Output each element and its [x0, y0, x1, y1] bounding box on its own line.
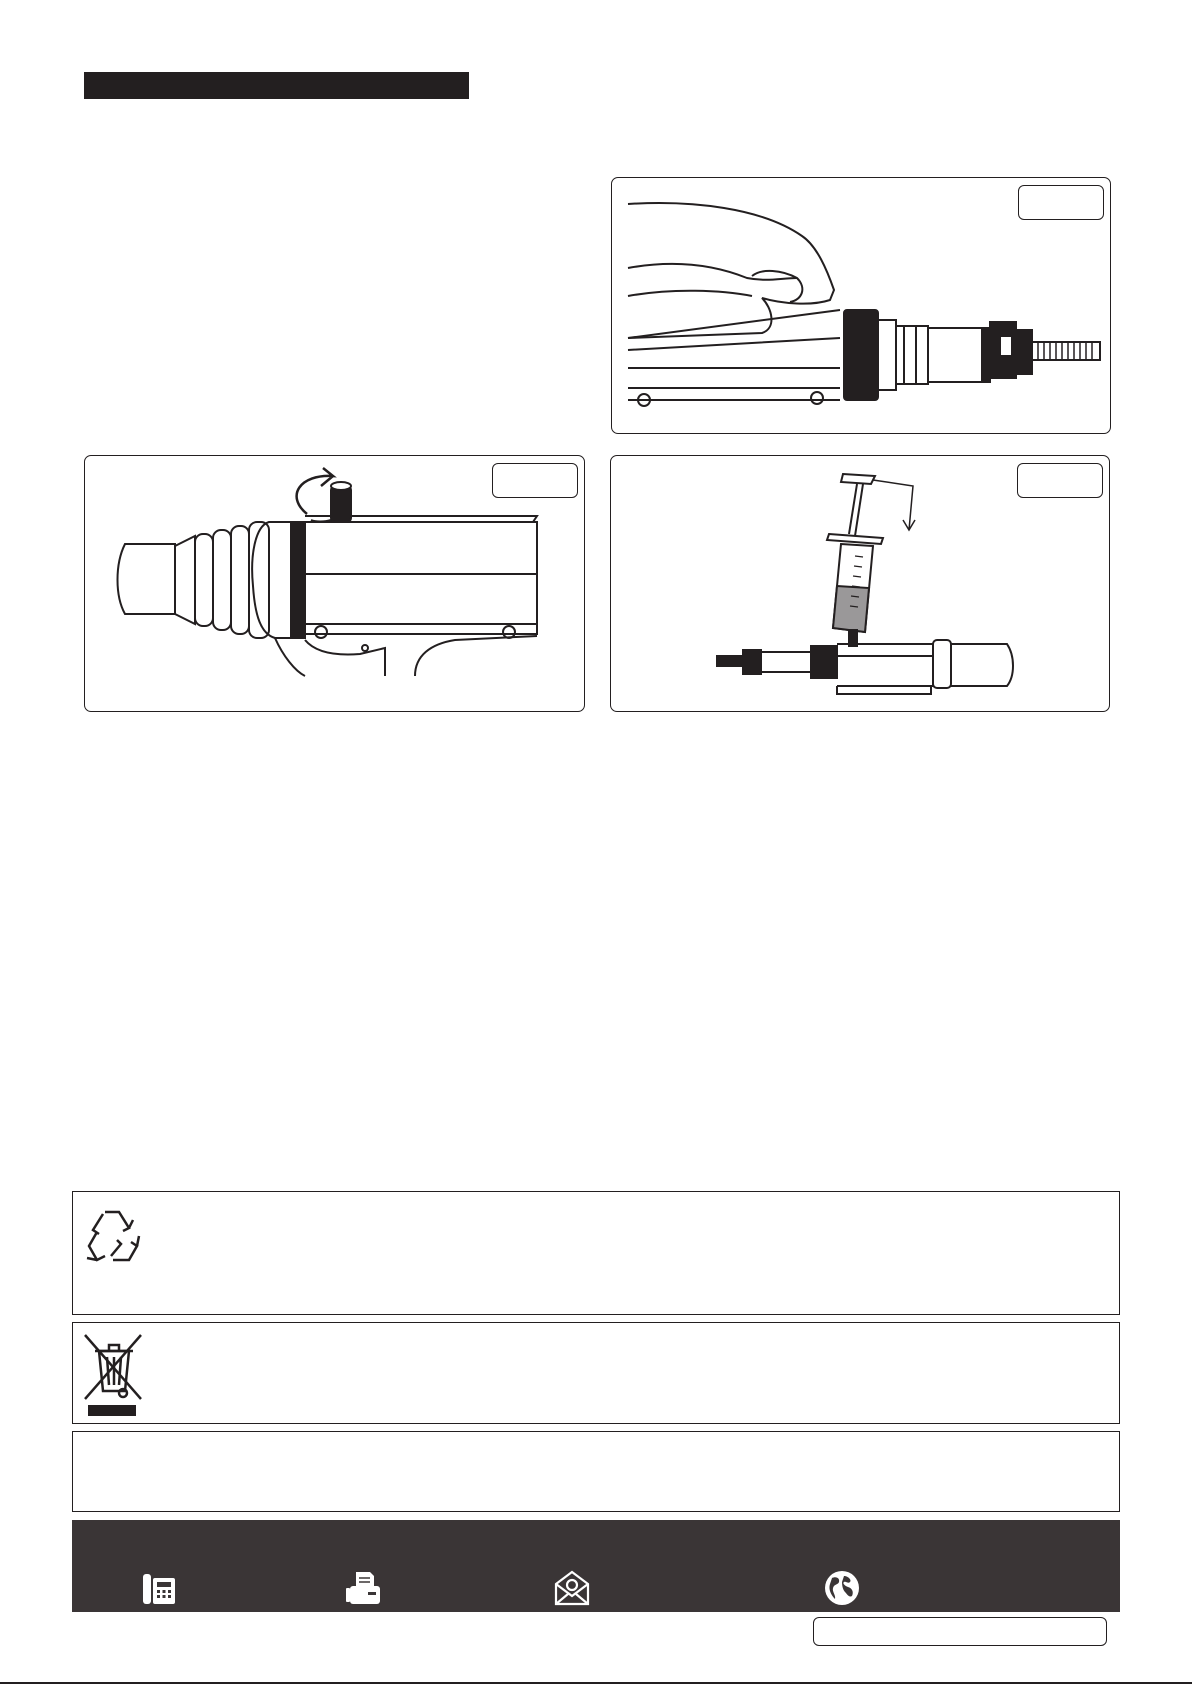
- fax-text: [394, 1572, 544, 1602]
- contact-footer: [72, 1520, 1120, 1612]
- fax-icon: [344, 1568, 384, 1608]
- globe-web-icon: [822, 1568, 862, 1608]
- weee-info-box: [72, 1322, 1120, 1424]
- email-icon: [552, 1568, 592, 1608]
- weee-text: [163, 1333, 1103, 1413]
- hand-holding-tool-nozzle-icon: [612, 178, 1111, 434]
- telephone-text: [190, 1572, 340, 1602]
- page-bottom-rule: [0, 1682, 1192, 1684]
- rotate-filler-cap-icon: [85, 456, 585, 712]
- syringe-oil-fill-icon: [611, 456, 1110, 712]
- recycle-icon: [83, 1206, 143, 1266]
- email-text: [602, 1572, 852, 1602]
- section-title-bar: [84, 72, 469, 99]
- document-reference-box: [813, 1617, 1107, 1646]
- figure-panel-bottom-left: [84, 455, 585, 712]
- recycle-info-box: [72, 1191, 1120, 1315]
- recycle-text: [163, 1206, 1103, 1296]
- notice-text: [85, 1442, 1105, 1502]
- website-text: [872, 1572, 1102, 1602]
- crossed-bin-weee-icon: [83, 1333, 145, 1417]
- telephone-icon: [139, 1568, 179, 1608]
- figure-panel-top-right: [611, 177, 1111, 434]
- figure-panel-bottom-right: [610, 455, 1110, 712]
- notice-box: [72, 1431, 1120, 1512]
